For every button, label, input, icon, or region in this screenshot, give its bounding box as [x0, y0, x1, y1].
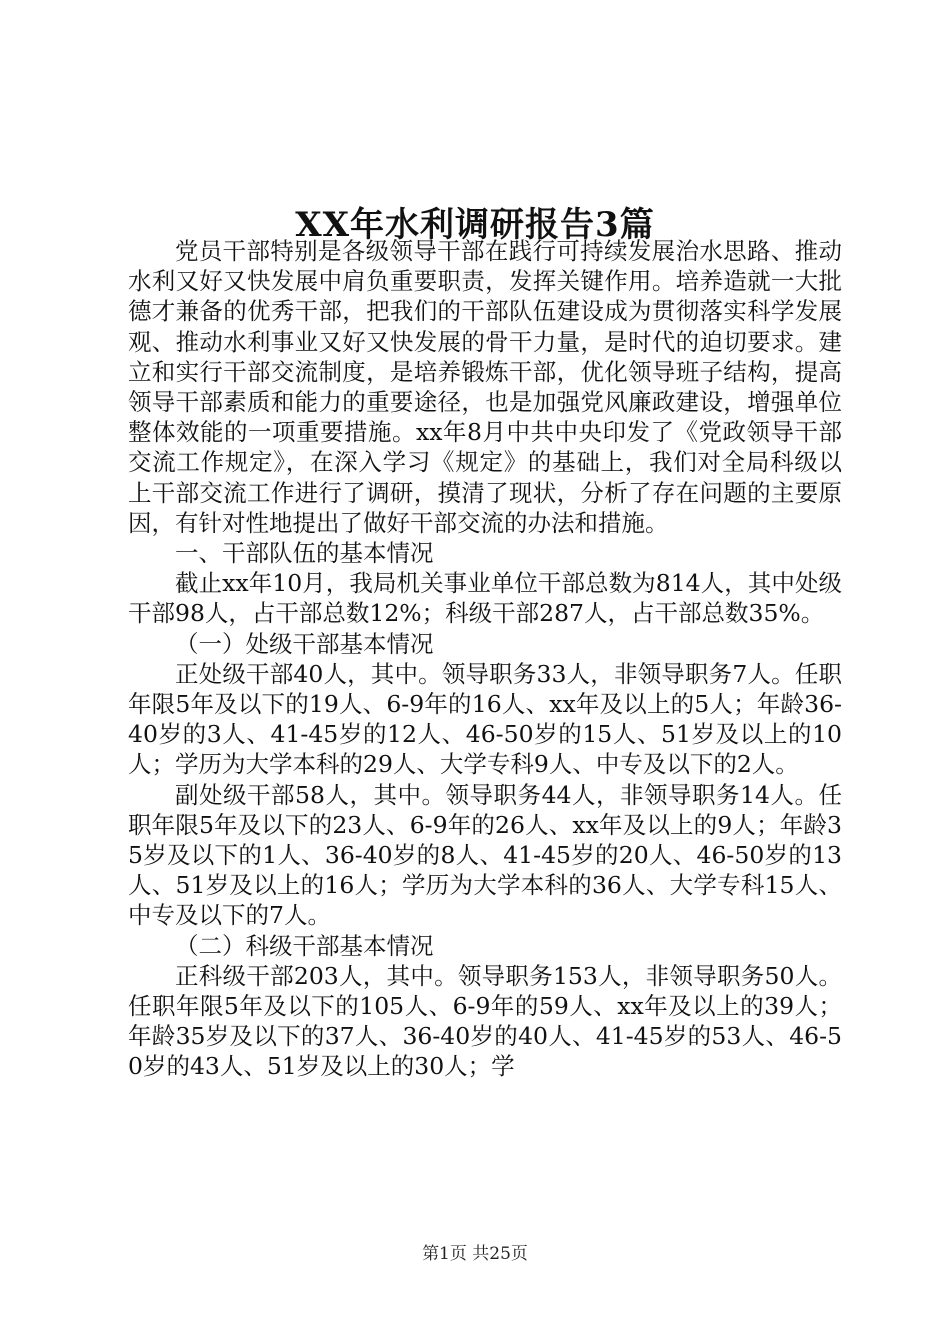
paragraph-zhengchu: 正处级干部40人，其中。领导职务33人，非领导职务7人。任职年限5年及以下的19人、6-9年的16人、xx年及以上的5人；年龄36-40岁的3人、41-45岁的12人、46-50岁的15人、51岁及以上的10人；学历为大学本科的29人、大学专科9人、中专及以下的2人。: [128, 659, 842, 779]
subsection-heading-1: （一）处级干部基本情况: [175, 629, 434, 658]
page-footer: 第1页 共25页: [422, 1244, 528, 1264]
document-title: XX年水利调研报告3篇: [295, 204, 655, 245]
document-body: [128, 236, 842, 1082]
paragraph-overview: 截止xx年10月，我局机关事业单位干部总数为814人，其中处级干部98人，占干部总数12%；科级干部287人，占干部总数35%。: [128, 569, 842, 628]
paragraph-zhengke: 正科级干部203人，其中。领导职务153人，非领导职务50人。任职年限5年及以下的105人、6-9年的59人、xx年及以上的39人；年龄35岁及以下的37人、36-40岁的40人、41-45岁的53人、46-50岁的43人、51岁及以上的30人；学: [128, 961, 842, 1081]
subsection-heading-2: （二）科级干部基本情况: [175, 931, 434, 960]
paragraph-fuchu: 副处级干部58人，其中。领导职务44人，非领导职务14人。任职年限5年及以下的23人、6-9年的26人、xx年及以上的9人；年龄35岁及以下的1人、36-40岁的8人、41-45岁的20人、46-50岁的13人、51岁及以上的16人；学历为大学本科的36人、大学专科15人、中专及以下的7人。: [128, 780, 842, 930]
section-heading-1: 一、干部队伍的基本情况: [175, 539, 434, 568]
paragraph-intro: 党员干部特别是各级领导干部在践行可持续发展治水思路、推动水利又好又快发展中肩负重要职责，发挥关键作用。培养造就一大批德才兼备的优秀干部，把我们的干部队伍建设成为贯彻落实科学发展观、推动水利事业又好又快发展的骨干力量，是时代的迫切要求。建立和实行干部交流制度，是培养锻炼干部，优化领导班子结构，提高领导干部素质和能力的重要途径，也是加强党风廉政建设，增强单位整体效能的一项重要措施。xx年8月中共中央印发了《党政领导干部交流工作规定》，在深入学习《规定》的基础上，我们对全局科级以上干部交流工作进行了调研，摸清了现状，分析了存在问题的主要原因，有针对性地提出了做好干部交流的办法和措施。: [128, 237, 842, 537]
